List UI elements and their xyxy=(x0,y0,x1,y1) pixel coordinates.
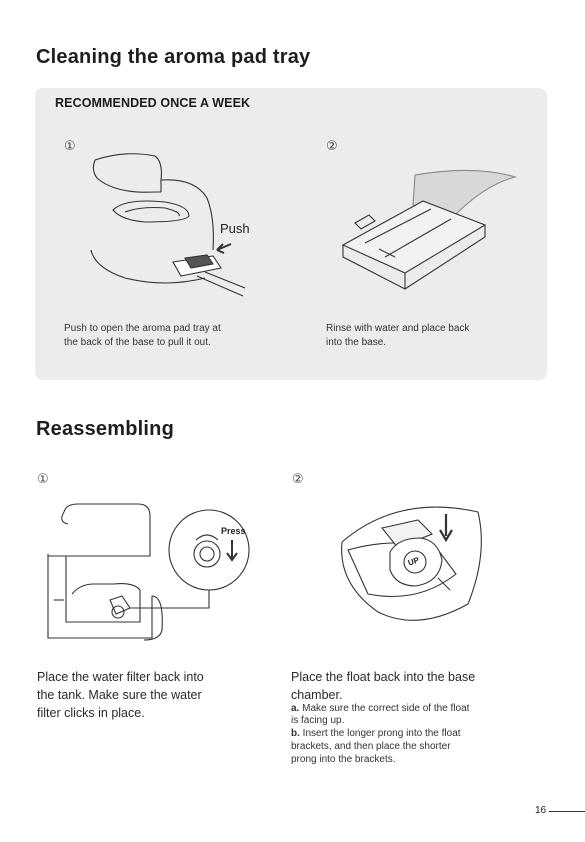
frequency-label: RECOMMENDED ONCE A WEEK xyxy=(55,96,251,110)
step2-text-line1: Rinse with water and place back xyxy=(326,323,470,334)
section-title-cleaning: Cleaning the aroma pad tray xyxy=(36,46,311,68)
step1-text-line1: Push to open the aroma pad tray at xyxy=(64,323,221,334)
instruction-a-text: Make sure the correct side of the float xyxy=(299,703,470,714)
step-number-1: ① xyxy=(64,138,76,153)
instruction-b-line1 xyxy=(291,728,461,741)
water-filter-illustration xyxy=(44,500,256,642)
instruction-b-prefix: b. xyxy=(291,728,300,739)
instruction-b-text: Insert the longer prong into the float xyxy=(299,728,461,739)
instruction-a-line2: is facing up. xyxy=(291,715,345,726)
reassemble-step1-line3: filter clicks in place. xyxy=(37,706,145,720)
reassemble-step1-line2: the tank. Make sure the water xyxy=(37,688,202,702)
step-number-2: ② xyxy=(326,138,338,153)
reassemble-step2-line2: chamber. xyxy=(291,688,343,702)
step2-text-line2: into the base. xyxy=(326,337,387,348)
reassemble-step2-line1: Place the float back into the base xyxy=(291,670,476,684)
reassemble-step-number-2: ② xyxy=(292,471,304,486)
up-label: UP xyxy=(406,555,421,568)
aroma-tray-rinse-illustration xyxy=(335,165,525,305)
instruction-a-prefix: a. xyxy=(291,703,300,714)
instruction-b-line3: prong into the brackets. xyxy=(291,754,396,765)
page-number-rule xyxy=(549,811,585,812)
step1-text-line2: the back of the base to pull it out. xyxy=(64,337,211,348)
section-title-reassembling: Reassembling xyxy=(36,418,175,440)
reassemble-step-number-1: ① xyxy=(37,471,49,486)
push-label: Push xyxy=(220,221,250,236)
instruction-b-line2: brackets, and then place the shorter xyxy=(291,741,451,752)
page-number: 16 xyxy=(535,805,547,816)
instruction-a-line1 xyxy=(291,703,469,716)
press-label: Press xyxy=(221,526,246,536)
reassemble-step1-line1: Place the water filter back into xyxy=(37,670,204,684)
